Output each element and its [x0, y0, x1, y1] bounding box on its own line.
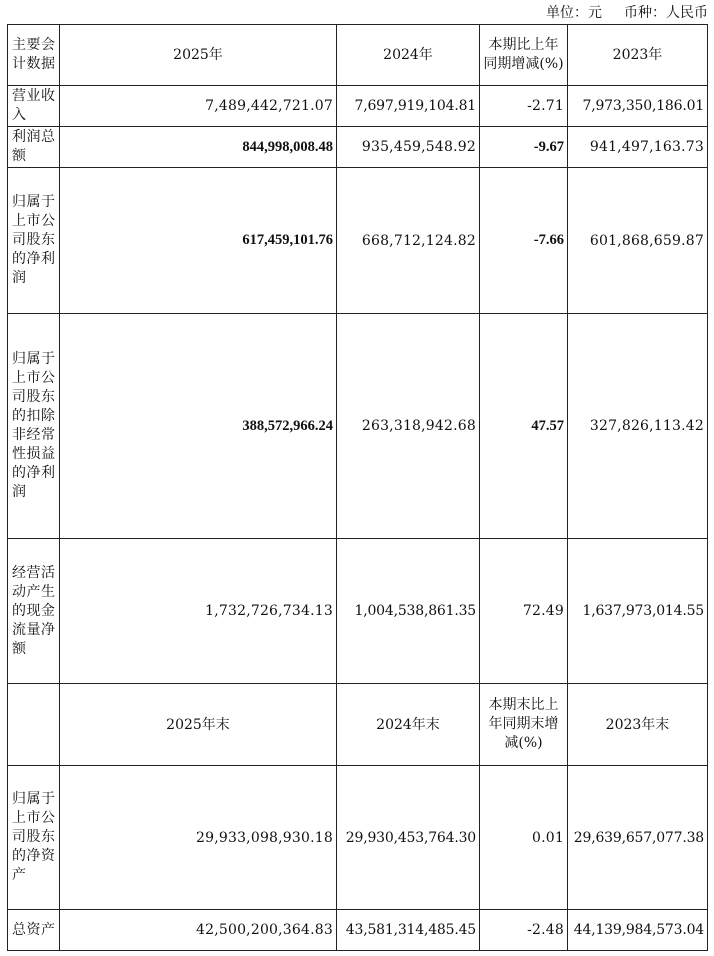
- cell-2025: 42,500,200,364.83: [60, 910, 337, 951]
- cell-change: -9.67: [480, 127, 568, 168]
- cell-change: -2.71: [480, 86, 568, 127]
- table-row: [8, 86, 708, 127]
- table-row: [8, 910, 708, 951]
- cell-change: -7.66: [480, 168, 568, 314]
- cell-2024: 7,697,919,104.81: [337, 86, 480, 127]
- header2-blank: [8, 684, 60, 766]
- cell-2023: 7,973,350,186.01: [568, 86, 708, 127]
- currency-label: 币种：人民币: [624, 5, 708, 21]
- unit-label: 单位：元: [546, 5, 602, 21]
- header-2024: 2024年: [337, 25, 480, 86]
- header-change: 本期比上年同期增减(%): [480, 25, 568, 86]
- cell-2024: 1,004,538,861.35: [337, 539, 480, 684]
- row-label: 归属于上市公司股东的净利润: [8, 168, 60, 314]
- row-label: 利润总额: [8, 127, 60, 168]
- header2-2025: 2025年末: [60, 684, 337, 766]
- row-label: 归属于上市公司股东的扣除非经常性损益的净利润: [8, 314, 60, 539]
- header-2023: 2023年: [568, 25, 708, 86]
- financial-data-table: [7, 24, 708, 951]
- cell-2025: 1,732,726,734.13: [60, 539, 337, 684]
- cell-2023: 601,868,659.87: [568, 168, 708, 314]
- header-key-data: 主要会计数据: [8, 25, 60, 86]
- cell-2025: 388,572,966.24: [60, 314, 337, 539]
- row-label: 总资产: [8, 910, 60, 951]
- table-row: [8, 766, 708, 910]
- cell-2025: 29,933,098,930.18: [60, 766, 337, 910]
- header2-2023: 2023年末: [568, 684, 708, 766]
- cell-2025: 617,459,101.76: [60, 168, 337, 314]
- cell-2024: 43,581,314,485.45: [337, 910, 480, 951]
- cell-2024: 29,930,453,764.30: [337, 766, 480, 910]
- cell-change: 0.01: [480, 766, 568, 910]
- table-row: [8, 168, 708, 314]
- header-2025: 2025年: [60, 25, 337, 86]
- row-label: 归属于上市公司股东的净资产: [8, 766, 60, 910]
- header2-change: 本期末比上年同期末增减(%): [480, 684, 568, 766]
- cell-2024: 263,318,942.68: [337, 314, 480, 539]
- cell-2023: 327,826,113.42: [568, 314, 708, 539]
- cell-2023: 1,637,973,014.55: [568, 539, 708, 684]
- cell-2023: 941,497,163.73: [568, 127, 708, 168]
- table-row: [8, 127, 708, 168]
- table-header-row: [8, 25, 708, 86]
- cell-2025: 7,489,442,721.07: [60, 86, 337, 127]
- header2-2024: 2024年末: [337, 684, 480, 766]
- unit-line: [542, 4, 708, 22]
- cell-2023: 29,639,657,077.38: [568, 766, 708, 910]
- cell-2025: 844,998,008.48: [60, 127, 337, 168]
- cell-change: -2.48: [480, 910, 568, 951]
- row-label: 营业收入: [8, 86, 60, 127]
- table-row: [8, 314, 708, 539]
- table-row: [8, 539, 708, 684]
- cell-2024: 668,712,124.82: [337, 168, 480, 314]
- cell-2024: 935,459,548.92: [337, 127, 480, 168]
- row-label: 经营活动产生的现金流量净额: [8, 539, 60, 684]
- cell-change: 72.49: [480, 539, 568, 684]
- table-header-row-2: [8, 684, 708, 766]
- cell-2023: 44,139,984,573.04: [568, 910, 708, 951]
- cell-change: 47.57: [480, 314, 568, 539]
